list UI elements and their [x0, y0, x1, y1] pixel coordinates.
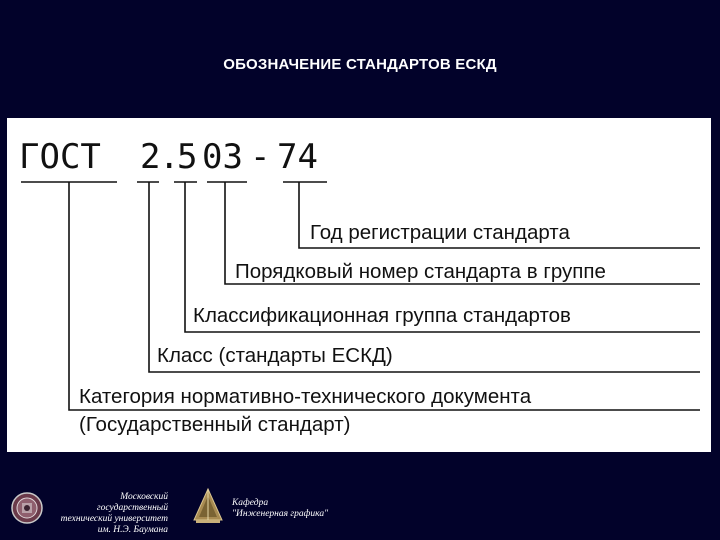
- label-category-line1: Категория нормативно-технического документа: [79, 385, 532, 408]
- code-group: 5: [177, 137, 198, 177]
- leader-category: [69, 182, 700, 410]
- designation-diagram: [7, 118, 711, 452]
- code-year: 74: [277, 137, 318, 177]
- label-group: Классификационная группа стандартов: [193, 304, 571, 327]
- label-number: Порядковый номер стандарта в группе: [235, 260, 606, 283]
- code-class: 2: [140, 137, 161, 177]
- code-dot: .: [159, 137, 180, 177]
- code-dash: -: [250, 137, 271, 177]
- department-emblem-icon: [190, 486, 226, 526]
- code-prefix: ГОСТ: [19, 137, 101, 177]
- label-category-line2: (Государственный стандарт): [79, 413, 351, 436]
- department-name: Кафедра "Инженерная графика": [232, 498, 329, 519]
- label-class: Класс (стандарты ЕСКД): [157, 344, 393, 367]
- footer: [0, 482, 720, 540]
- label-year: Год регистрации стандарта: [310, 221, 570, 244]
- code-number: 03: [202, 137, 243, 177]
- university-name: Московский государственный технический университет им. Н.Э. Баумана: [60, 492, 168, 535]
- slide-title: ОБОЗНАЧЕНИЕ СТАНДАРТОВ ЕСКД: [223, 56, 497, 73]
- university-emblem-icon: [10, 490, 44, 526]
